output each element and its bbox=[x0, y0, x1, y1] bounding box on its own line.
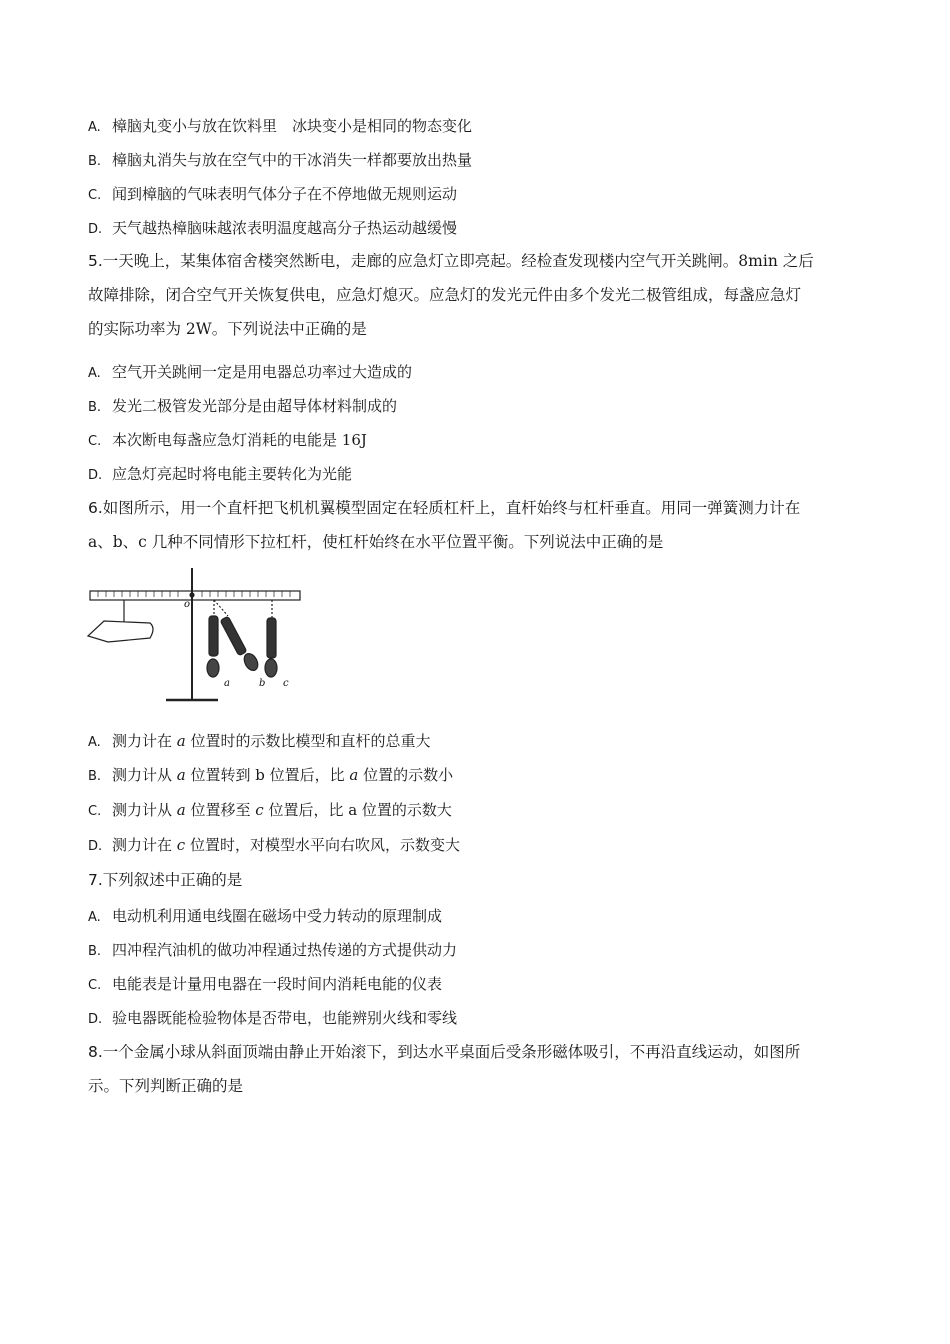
spring-scale-c bbox=[267, 618, 276, 658]
q7-option-b bbox=[88, 940, 457, 962]
lever-figure bbox=[84, 566, 304, 708]
q7-option-a bbox=[88, 906, 442, 928]
option-var: a bbox=[349, 766, 359, 784]
q5-stem-line: 的实际功率为 2W。下列说法中正确的是 bbox=[88, 320, 367, 338]
q5-option-d bbox=[88, 464, 352, 486]
option-letter: D. bbox=[88, 839, 103, 854]
option-var: c bbox=[176, 836, 186, 854]
option-text: 位置后，比 a 位置的示数大 bbox=[263, 801, 452, 819]
stem-text: 如图所示，用一个直杆把飞机机翼模型固定在轻质杠杆上，直杆始终与杠杆垂直。用同一弹簧测力计在 bbox=[102, 499, 801, 517]
option-text: 验电器既能检验物体是否带电，也能辨别火线和零线 bbox=[112, 1009, 458, 1027]
question-number: 5. bbox=[88, 252, 103, 270]
option-letter: B. bbox=[88, 769, 102, 784]
label-a: a bbox=[224, 678, 230, 689]
q5-stem bbox=[88, 244, 860, 346]
option-text: 四冲程汽油机的做功冲程通过热传递的方式提供动力 bbox=[112, 941, 458, 959]
q6-stem-line bbox=[88, 491, 860, 525]
option-letter: D. bbox=[88, 1012, 103, 1027]
spring-scale-b bbox=[220, 616, 247, 656]
option-text: 本次断电每盏应急灯消耗的电能是 16J bbox=[112, 431, 367, 449]
option-letter: A. bbox=[88, 366, 101, 381]
option-letter: B. bbox=[88, 944, 102, 959]
stem-text: 下列叙述中正确的是 bbox=[102, 871, 243, 889]
q4-option-b bbox=[88, 150, 472, 172]
q8-stem-line: 示。下列判断正确的是 bbox=[88, 1077, 244, 1095]
option-letter: B. bbox=[88, 154, 102, 169]
option-letter: C. bbox=[88, 804, 102, 819]
option-text: 位置移至 bbox=[185, 801, 256, 819]
pivot-point bbox=[190, 593, 194, 597]
q5-stem-line: 故障排除，闭合空气开关恢复供电，应急灯熄灭。应急灯的发光元件由多个发光二极管组成，每盏应急灯 bbox=[88, 286, 802, 304]
option-var: a bbox=[176, 801, 186, 819]
option-var: a bbox=[176, 732, 186, 750]
option-text: 测力计从 bbox=[112, 801, 177, 819]
q6-stem-line: a、b、c 几种不同情形下拉杠杆，使杠杆始终在水平位置平衡。下列说法中正确的是 bbox=[88, 533, 664, 551]
spring-scale-a bbox=[209, 616, 218, 656]
question-number: 8. bbox=[88, 1043, 103, 1061]
option-var: a bbox=[176, 766, 186, 784]
q6-option-c bbox=[88, 800, 452, 822]
option-text: 测力计从 bbox=[112, 766, 177, 784]
q6-option-d bbox=[88, 835, 460, 857]
q5-stem-line bbox=[88, 244, 860, 278]
q4-option-a bbox=[88, 116, 472, 138]
option-text: 空气开关跳闸一定是用电器总功率过大造成的 bbox=[112, 363, 413, 381]
option-letter: A. bbox=[88, 120, 101, 135]
label-b: b bbox=[259, 678, 266, 689]
option-var: c bbox=[255, 801, 264, 819]
q7-stem-line bbox=[88, 863, 860, 897]
option-text: 发光二极管发光部分是由超导体材料制成的 bbox=[112, 397, 398, 415]
label-c: c bbox=[283, 678, 289, 689]
option-text: 位置时的示数比模型和直杆的总重大 bbox=[185, 732, 431, 750]
option-text: 天气越热樟脑味越浓表明温度越高分子热运动越缓慢 bbox=[112, 219, 458, 237]
pivot-label: o bbox=[184, 599, 191, 610]
option-letter: A. bbox=[88, 910, 101, 925]
option-text: 樟脑丸消失与放在空气中的干冰消失一样都要放出热量 bbox=[112, 151, 473, 169]
option-text: 位置的示数小 bbox=[358, 766, 454, 784]
q5-option-b bbox=[88, 396, 397, 418]
q8-stem bbox=[88, 1035, 860, 1103]
option-letter: A. bbox=[88, 735, 101, 750]
option-text: 测力计在 bbox=[112, 732, 177, 750]
option-letter: C. bbox=[88, 434, 102, 449]
q6-option-b bbox=[88, 765, 453, 787]
q7-option-d bbox=[88, 1008, 457, 1030]
wing-model bbox=[88, 621, 153, 642]
option-letter: D. bbox=[88, 222, 103, 237]
option-text: 位置时，对模型水平向右吹风，示数变大 bbox=[185, 836, 460, 854]
q6-option-a bbox=[88, 731, 431, 753]
option-text: 电动机利用通电线圈在磁场中受力转动的原理制成 bbox=[112, 907, 443, 925]
q4-option-d bbox=[88, 218, 457, 240]
option-letter: D. bbox=[88, 468, 103, 483]
option-text: 电能表是计量用电器在一段时间内消耗电能的仪表 bbox=[112, 975, 443, 993]
scale-a-weight bbox=[207, 659, 219, 677]
q5-option-c bbox=[88, 430, 367, 452]
q7-stem bbox=[88, 863, 860, 897]
q4-option-c bbox=[88, 184, 457, 206]
scale-c-weight bbox=[265, 659, 277, 677]
scale-b-weight bbox=[241, 651, 260, 673]
stem-text: 一个金属小球从斜面顶端由静止开始滚下，到达水平桌面后受条形磁体吸引，不再沿直线运动，如图所 bbox=[102, 1043, 801, 1061]
q5-option-a bbox=[88, 362, 412, 384]
option-letter: C. bbox=[88, 188, 102, 203]
option-letter: C. bbox=[88, 978, 102, 993]
option-letter: B. bbox=[88, 400, 102, 415]
q7-option-c bbox=[88, 974, 442, 996]
question-number: 7. bbox=[88, 871, 103, 889]
option-text: 位置转到 b 位置后，比 bbox=[185, 766, 350, 784]
lever-bar bbox=[90, 591, 300, 600]
option-text: 闻到樟脑的气味表明气体分子在不停地做无规则运动 bbox=[112, 185, 458, 203]
q8-stem-line bbox=[88, 1035, 860, 1069]
option-text: 樟脑丸变小与放在饮料里 冰块变小是相同的物态变化 bbox=[112, 117, 473, 135]
option-text: 测力计在 bbox=[112, 836, 177, 854]
question-number: 6. bbox=[88, 499, 103, 517]
stem-text: 一天晚上，某集体宿舍楼突然断电，走廊的应急灯立即亮起。经检查发现楼内空气开关跳闸。8min 之后 bbox=[102, 252, 814, 270]
option-text: 应急灯亮起时将电能主要转化为光能 bbox=[112, 465, 353, 483]
q6-stem bbox=[88, 491, 860, 559]
